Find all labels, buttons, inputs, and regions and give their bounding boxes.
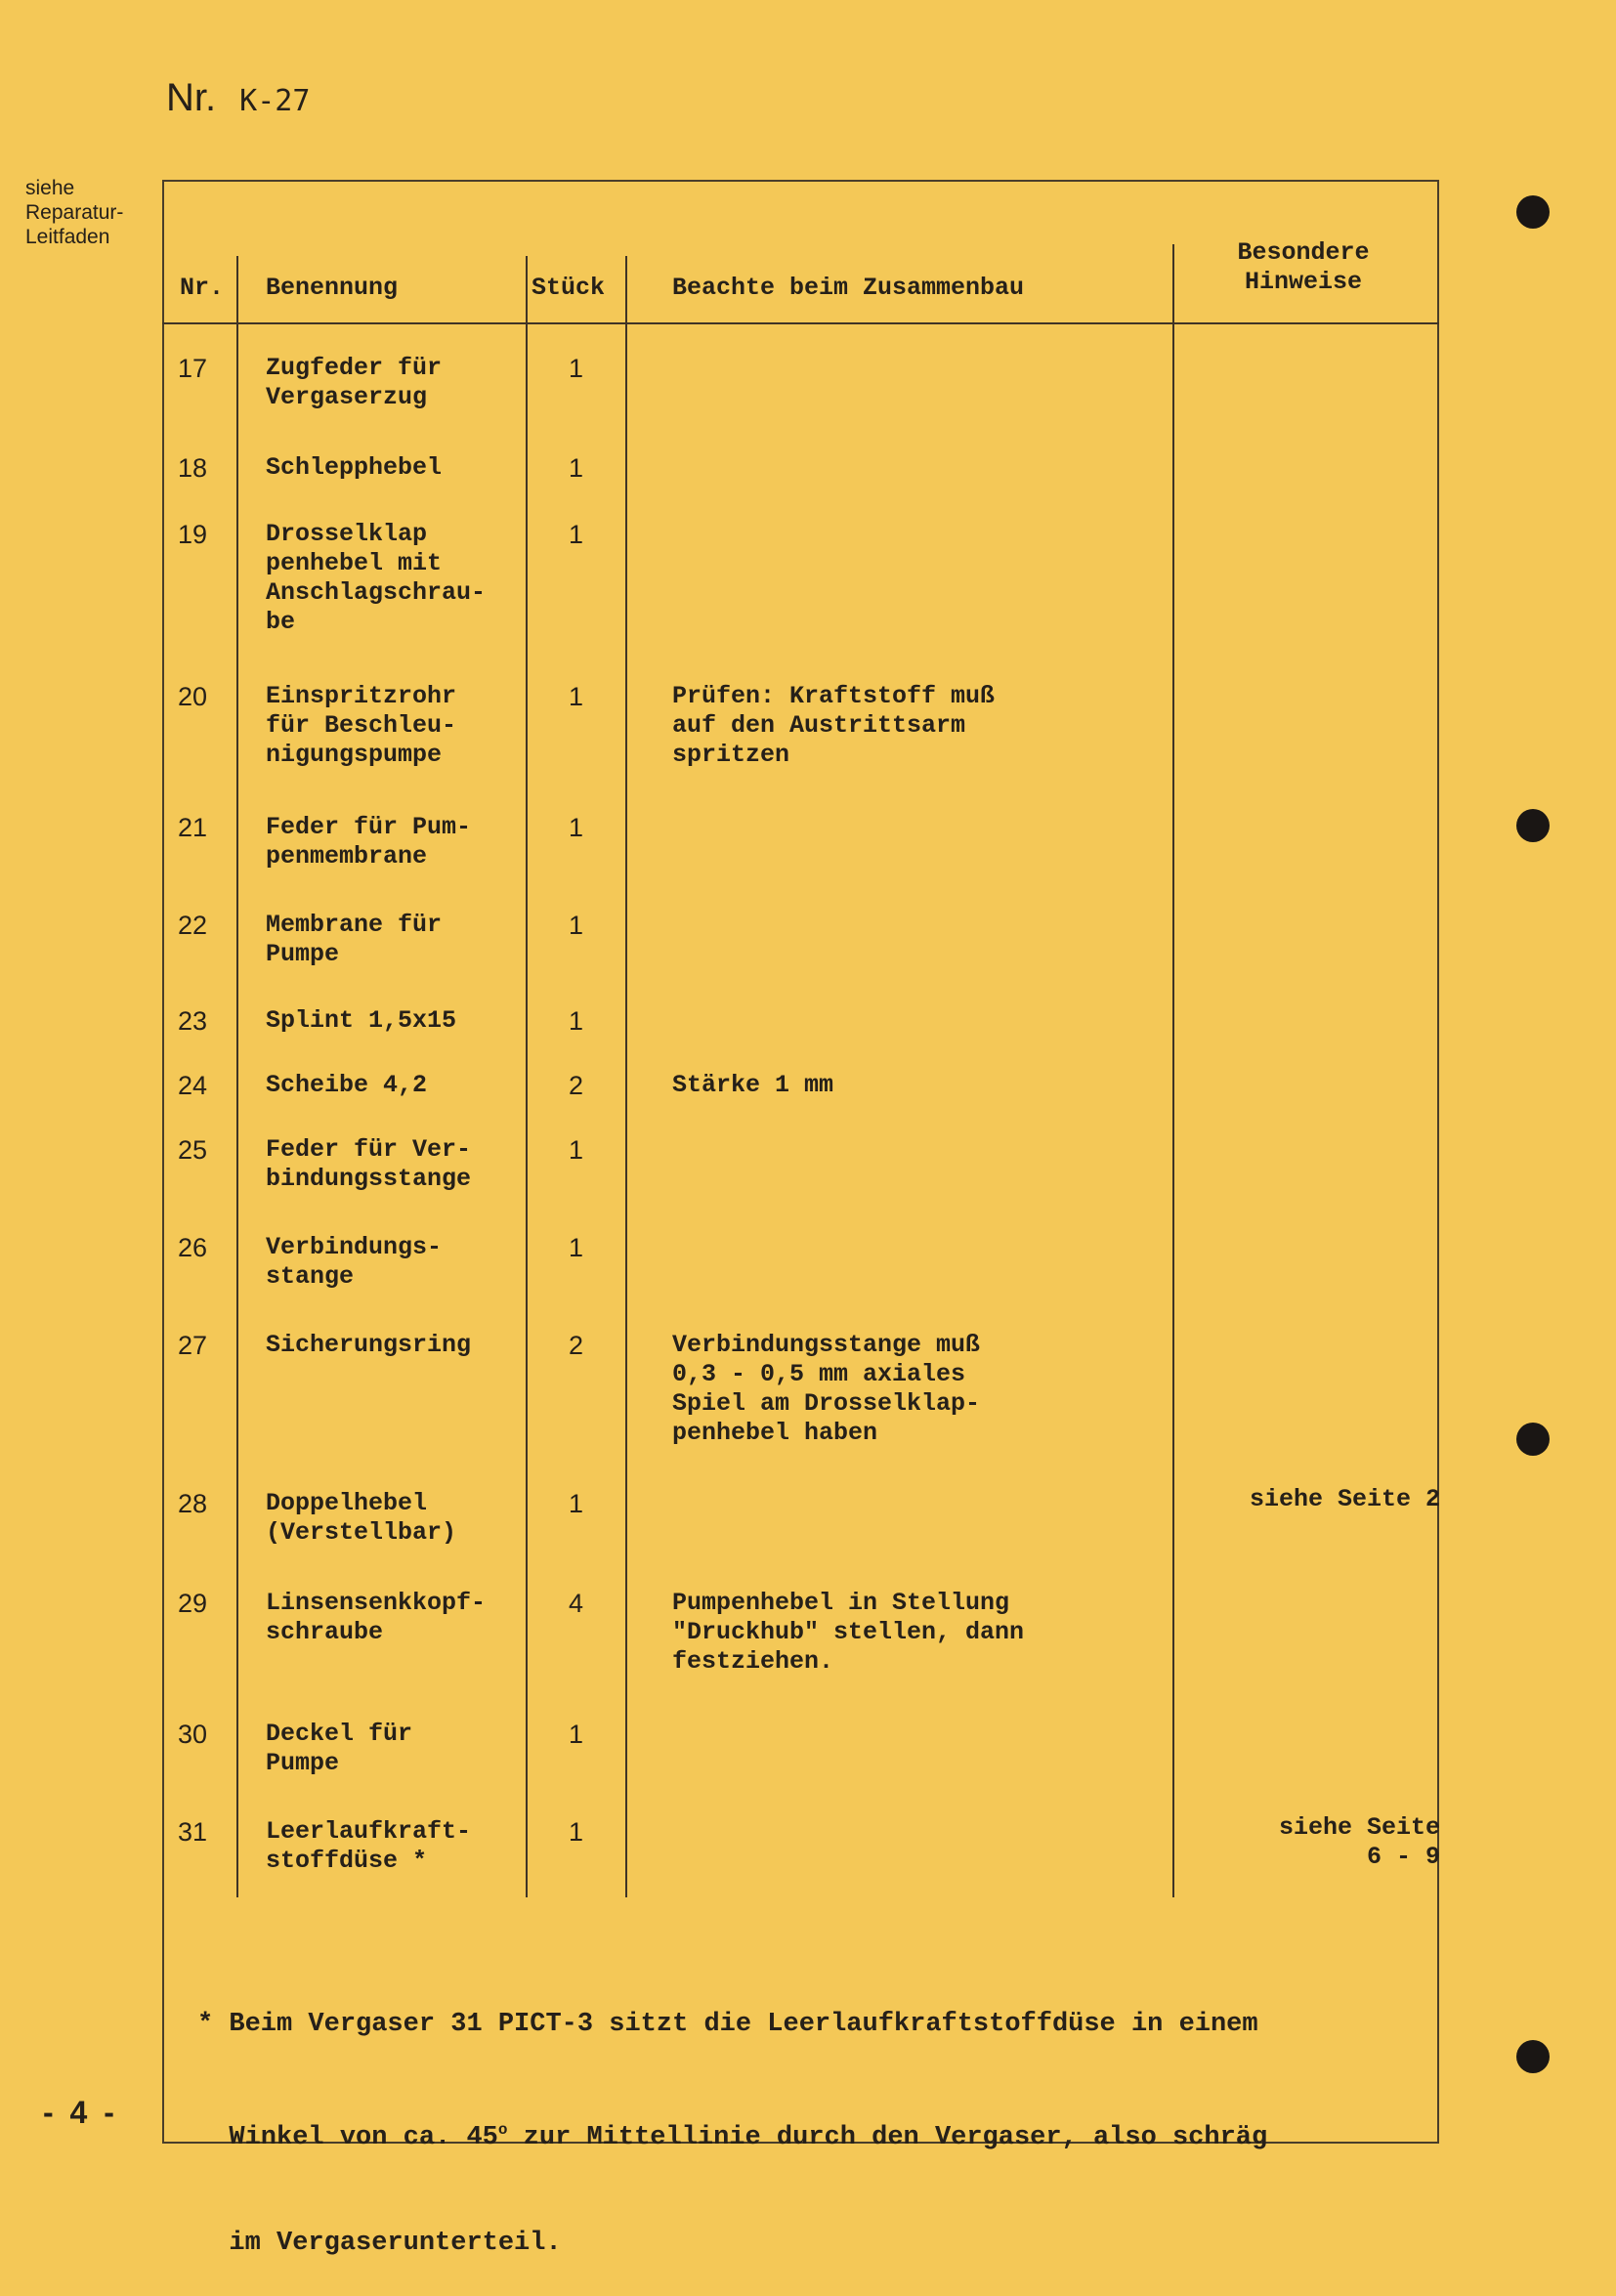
- header-qty: Stück: [532, 274, 606, 302]
- row-name: Sicherungsring: [266, 1331, 472, 1359]
- footnote-line: im Vergaserunterteil.: [197, 2229, 562, 2258]
- row-note: Pumpenhebel in Stellung "Druckhub" stellen, dann festziehen.: [672, 1589, 1025, 1676]
- row-qty: 1: [569, 911, 584, 940]
- header-rule: [162, 322, 1439, 324]
- row-note: Stärke 1 mm: [672, 1071, 834, 1099]
- row-name: Deckel für Pumpe: [266, 1720, 413, 1777]
- side-note: [25, 176, 162, 249]
- side-note-line: Leitfaden: [25, 226, 110, 248]
- column-divider: [526, 256, 528, 1897]
- degree-mark: o: [497, 2121, 508, 2139]
- row-name: Einspritzrohr für Beschleu- nigungspumpe: [266, 682, 457, 769]
- row-nr: 31: [178, 1817, 208, 1847]
- header-hint-line: Hinweise: [1244, 268, 1363, 296]
- row-nr: 17: [178, 354, 208, 383]
- punch-hole: [1516, 195, 1550, 229]
- row-qty: 2: [569, 1331, 584, 1360]
- header-note: Beachte beim Zusammenbau: [672, 274, 1025, 302]
- row-nr: 29: [178, 1589, 208, 1618]
- row-qty: 1: [569, 1720, 584, 1749]
- row-nr: 26: [178, 1233, 208, 1262]
- row-nr: 19: [178, 520, 208, 549]
- row-qty: 1: [569, 1817, 584, 1847]
- document-number-label: Nr.: [166, 76, 217, 119]
- footnote-line: * Beim Vergaser 31 PICT-3 sitzt die Leerlaufkraftstoffdüse in einem: [197, 2010, 1258, 2039]
- footnote: [197, 1936, 1267, 2296]
- header-nr: Nr.: [180, 274, 225, 302]
- row-name: Feder für Ver- bindungsstange: [266, 1135, 472, 1193]
- row-qty: 1: [569, 1233, 584, 1262]
- header-hint: [1186, 238, 1421, 297]
- row-name: Schlepphebel: [266, 453, 443, 482]
- row-note: Prüfen: Kraftstoff muß auf den Austrittsarm spritzen: [672, 682, 996, 769]
- row-qty: 1: [569, 453, 584, 483]
- row-qty: 1: [569, 813, 584, 842]
- document-number-code: K-27: [239, 84, 311, 118]
- row-note: Verbindungsstange muß 0,3 - 0,5 mm axiales Spiel am Drosselklap- penhebel haben: [672, 1331, 981, 1447]
- row-qty: 1: [569, 1489, 584, 1518]
- row-qty: 1: [569, 354, 584, 383]
- column-divider: [625, 256, 627, 1897]
- punch-hole: [1516, 809, 1550, 842]
- row-nr: 23: [178, 1006, 208, 1036]
- row-nr: 18: [178, 453, 208, 483]
- side-note-line: siehe: [25, 177, 75, 199]
- row-name: Splint 1,5x15: [266, 1006, 457, 1035]
- row-nr: 22: [178, 911, 208, 940]
- punch-hole: [1516, 1423, 1550, 1456]
- row-name: Scheibe 4,2: [266, 1071, 428, 1099]
- footnote-text: zur Mittellinie durch den Vergaser, also schräg: [507, 2123, 1268, 2152]
- row-hint: siehe Seite 6 - 9: [1278, 1813, 1440, 1871]
- document-number: [166, 76, 310, 123]
- footnote-text: Winkel von ca. 45: [197, 2123, 498, 2152]
- row-nr: 30: [178, 1720, 208, 1749]
- row-nr: 20: [178, 682, 208, 711]
- side-note-line: Reparatur-: [25, 201, 124, 224]
- row-name: Leerlaufkraft- stoffdüse *: [266, 1817, 472, 1875]
- row-name: Linsensenkkopf- schraube: [266, 1589, 487, 1646]
- row-name: Drosselklap penhebel mit Anschlagschrau- be: [266, 520, 487, 636]
- row-qty: 1: [569, 682, 584, 711]
- row-qty: 1: [569, 1135, 584, 1165]
- row-hint: siehe Seite 2: [1249, 1485, 1440, 1513]
- row-qty: 1: [569, 1006, 584, 1036]
- row-nr: 21: [178, 813, 208, 842]
- row-nr: 25: [178, 1135, 208, 1165]
- row-name: Doppelhebel (Verstellbar): [266, 1489, 457, 1547]
- row-nr: 27: [178, 1331, 208, 1360]
- page-number: - 4 -: [43, 2095, 118, 2130]
- header-hint-line: Besondere: [1237, 238, 1370, 267]
- footnote-line: [197, 2112, 1267, 2155]
- row-qty: 2: [569, 1071, 584, 1100]
- row-qty: 4: [569, 1589, 584, 1618]
- row-nr: 24: [178, 1071, 208, 1100]
- row-nr: 28: [178, 1489, 208, 1518]
- punch-hole: [1516, 2040, 1550, 2073]
- column-divider: [1172, 244, 1174, 1897]
- row-name: Feder für Pum- penmembrane: [266, 813, 472, 871]
- column-divider: [236, 256, 238, 1897]
- row-qty: 1: [569, 520, 584, 549]
- row-name: Membrane für Pumpe: [266, 911, 443, 968]
- row-name: Verbindungs- stange: [266, 1233, 443, 1291]
- header-name: Benennung: [266, 274, 399, 302]
- row-name: Zugfeder für Vergaserzug: [266, 354, 443, 411]
